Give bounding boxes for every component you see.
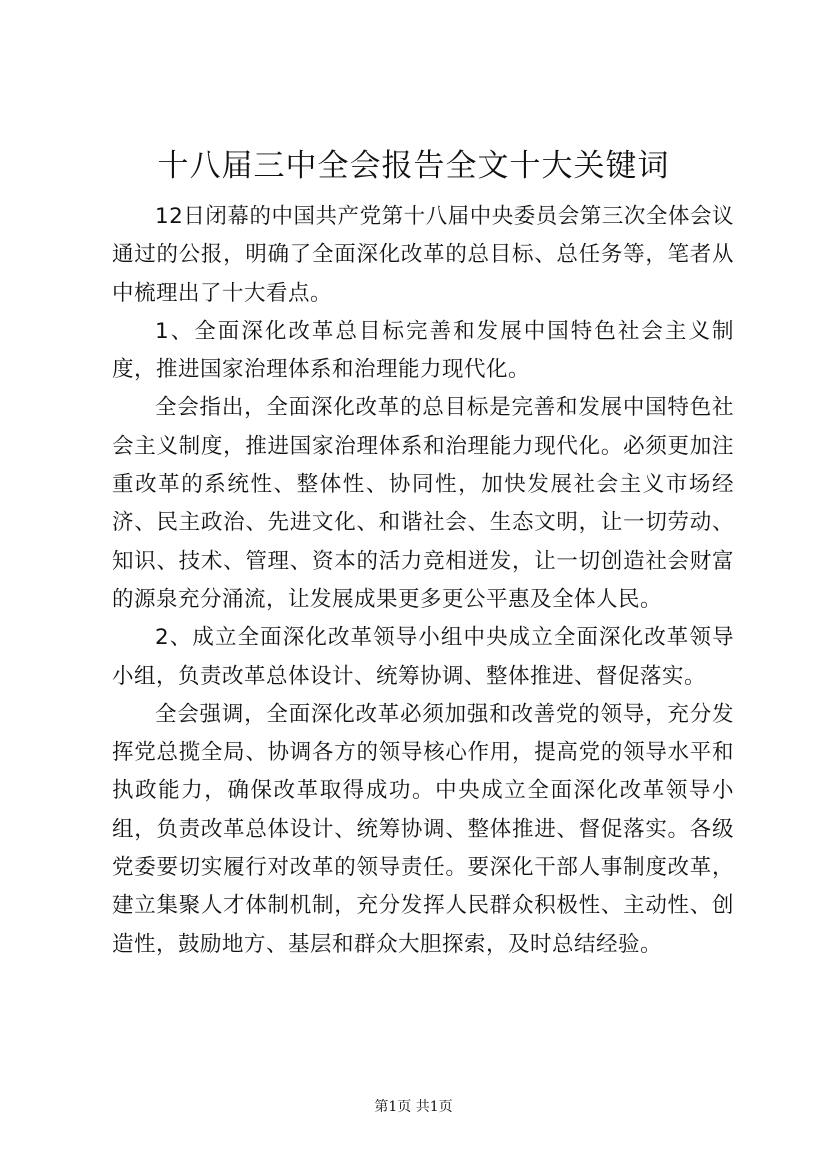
- document-title: 十八届三中全会报告全文十大关键词: [157, 148, 670, 184]
- paragraph-intro: 12日闭幕的中国共产党第十八届中央委员会第三次全体会议通过的公报，明确了全面深化改革的总目标、总任务等，笔者从中梳理出了十大看点。: [112, 204, 734, 306]
- paragraph-point-1-heading: 1、全面深化改革总目标完善和发展中国特色社会主义制度，推进国家治理体系和治理能力现代化。: [112, 318, 734, 383]
- paragraph-point-2-detail: 全会强调，全面深化改革必须加强和改善党的领导，充分发挥党总揽全局、协调各方的领导核心作用，提高党的领导水平和执政能力，确保改革取得成功。中央成立全面深化改革领导小组，负责改革总体设计、统筹协调、整体推进、督促落实。各级党委要切实履行对改革的领导责任。要深化干部人事制度改革，建立集聚人才体制机制，充分发挥人民群众积极性、主动性、创造性，鼓励地方、基层和群众大胆探索，及时总结经验。: [112, 701, 734, 957]
- paragraph-point-2-heading: 2、成立全面深化改革领导小组中央成立全面深化改革领导小组，负责改革总体设计、统筹协调、整体推进、督促落实。: [112, 625, 734, 689]
- paragraph-point-1-detail: 全会指出，全面深化改革的总目标是完善和发展中国特色社会主义制度，推进国家治理体系和治理能力现代化。必须更加注重改革的系统性、整体性、协同性，加快发展社会主义市场经济、民主政治、先进文化、和谐社会、生态文明，让一切劳动、知识、技术、管理、资本的活力竞相迸发，让一切创造社会财富的源泉充分涌流，让发展成果更多更公平惠及全体人民。: [112, 395, 734, 612]
- page-number-footer: 第1页 共1页: [374, 1099, 453, 1115]
- document-body: [112, 198, 734, 964]
